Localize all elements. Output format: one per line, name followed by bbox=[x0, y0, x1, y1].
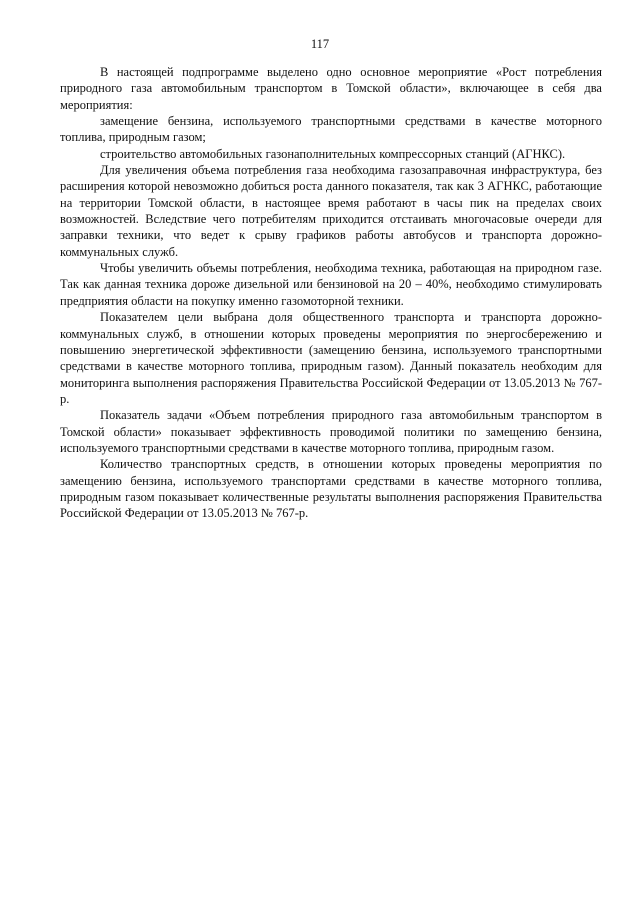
paragraph-vehicles: Чтобы увеличить объемы потребления, необходима техника, работающая на природном газе. Так как данная техника дороже дизельной или бензиновой на 20 – 40%, необходимо стимулировать предприятия области на покупку именно газомоторной техники. bbox=[60, 261, 602, 308]
document-body bbox=[60, 64, 602, 522]
page-number: 117 bbox=[310, 37, 330, 51]
paragraph-task-indicator: Показатель задачи «Объем потребления природного газа автомобильным транспортом в Томской области» показывает эффективность проводимой политики по замещению бензина, используемого транспортными средствами в качестве моторного топлива, природным газом. bbox=[60, 408, 602, 455]
paragraph-intro: В настоящей подпрограмме выделено одно основное мероприятие «Рост потребления природного газа автомобильным транспортом в Томской области», включающее в себя два мероприятия: bbox=[60, 65, 602, 112]
paragraph-measure-agnks-construction: строительство автомобильных газонаполнительных компрессорных станций (АГНКС). bbox=[100, 146, 566, 161]
paragraph-goal-indicator: Показателем цели выбрана доля общественного транспорта и транспорта дорожно-коммунальных служб, в отношении которых проведены мероприятия по энергосбережению и повышению энергетической эффективности (замещению бензина, используемого транспортными средствами в качестве моторного топлива, природным газом). Данный показатель необходим для мониторинга выполнения распоряжения Правительства Российской Федерации от 13.05.2013 № 767-р. bbox=[60, 310, 602, 406]
paragraph-measure-gasoline-replacement: замещение бензина, используемого транспортными средствами в качестве моторного топлива, природным газом; bbox=[60, 114, 602, 145]
paragraph-vehicle-count: Количество транспортных средств, в отношении которых проведены мероприятия по замещению бензина, используемого транспортами средствами в качестве моторного топлива, природным газом показывает количественные результаты выполнения распоряжения Правительства Российской Федерации от 13.05.2013 № 767-р. bbox=[60, 457, 602, 521]
paragraph-infrastructure: Для увеличения объема потребления газа необходима газозаправочная инфраструктура, без расширения которой невозможно добиться роста данного показателя, так как 3 АГНКС, работающие на территории Томской области, в настоящее время работают в часы пик на пределах своих возможностей. Вследствие чего потребителям приходится отстаивать многочасовые очереди для заправки техники, что ведет к срыву графиков работы автобусов и транспорта дорожно-коммунальных служб. bbox=[60, 163, 602, 259]
